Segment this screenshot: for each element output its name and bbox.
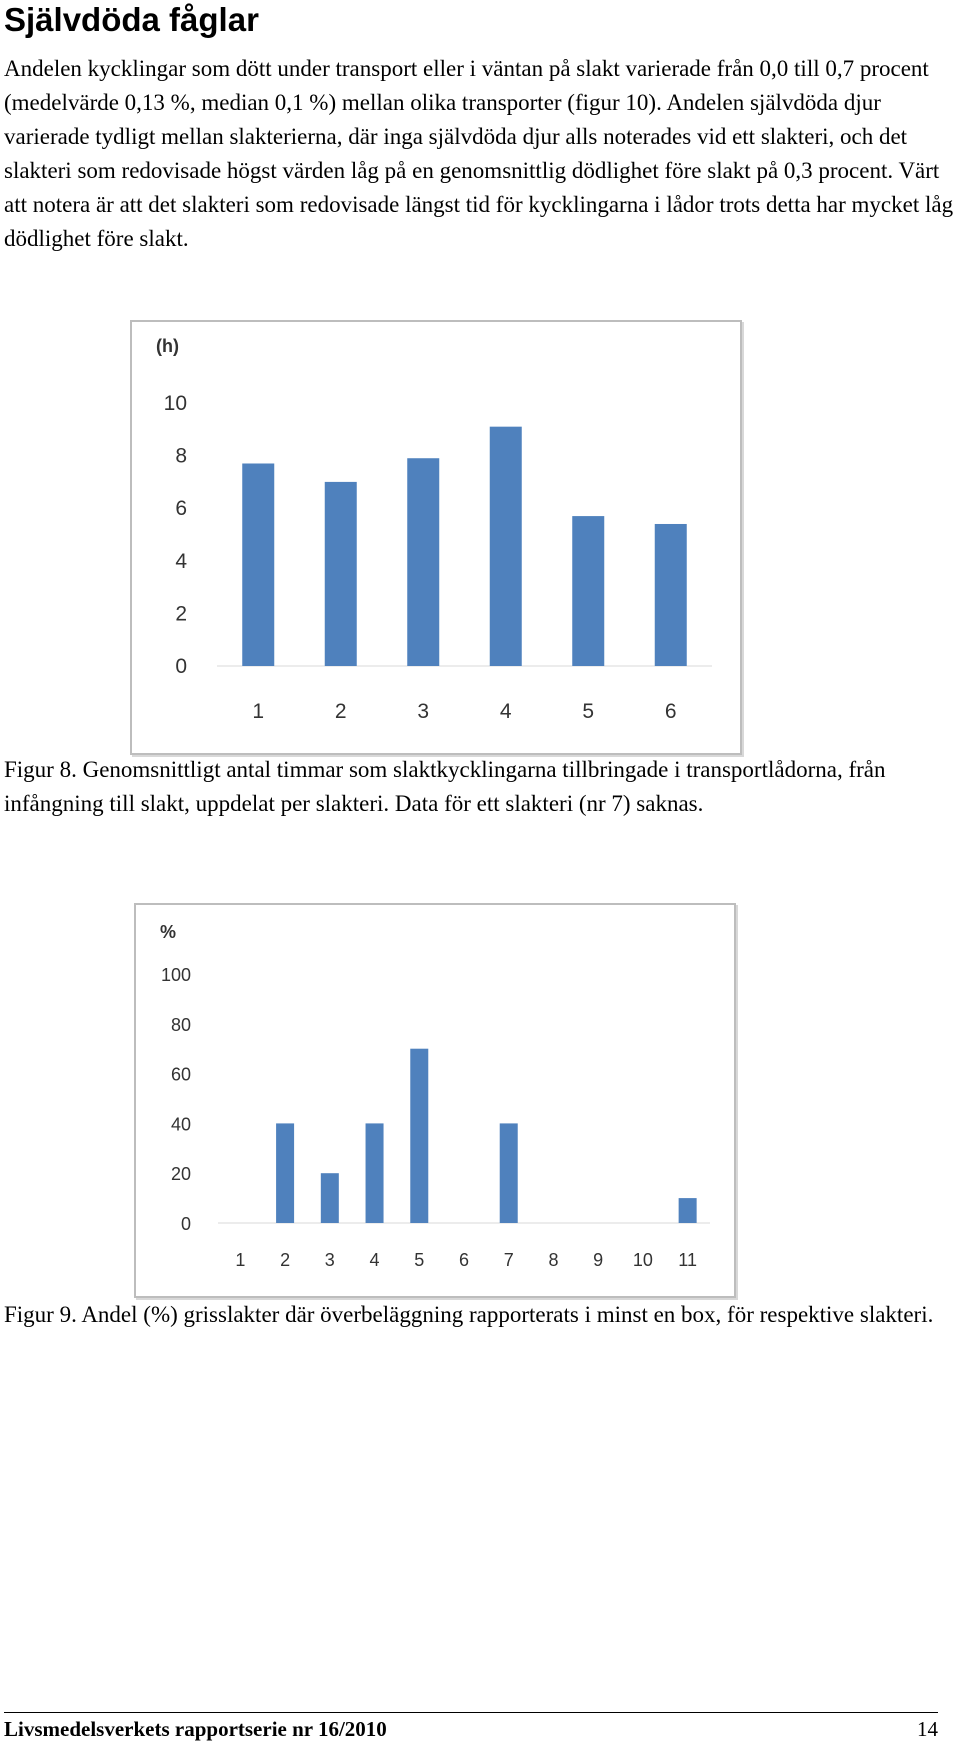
bar-7 — [500, 1123, 518, 1223]
bar-2 — [325, 482, 357, 666]
y-tick-label: 8 — [175, 444, 187, 468]
x-tick-label: 1 — [235, 1250, 246, 1270]
figure-9-chart — [134, 903, 736, 1298]
y-tick-label: 100 — [160, 965, 191, 985]
x-tick-label: 9 — [593, 1250, 604, 1270]
bar-2 — [276, 1123, 294, 1223]
x-tick-label: 5 — [582, 700, 595, 723]
x-tick-label: 3 — [324, 1250, 335, 1270]
bar-11 — [679, 1198, 697, 1223]
bar-4 — [490, 427, 522, 666]
bar-4 — [366, 1123, 384, 1223]
x-tick-label: 5 — [414, 1250, 425, 1270]
y-tick-label: 0 — [180, 1214, 191, 1234]
x-tick-label: 2 — [280, 1250, 291, 1270]
y-tick-label: 2 — [175, 602, 187, 626]
x-tick-label: 2 — [334, 700, 347, 723]
x-tick-label: 3 — [417, 700, 430, 723]
y-tick-label: 0 — [175, 655, 187, 678]
x-tick-label: 6 — [664, 700, 677, 723]
y-axis-label: % — [160, 922, 177, 942]
x-tick-label: 11 — [678, 1250, 697, 1270]
y-tick-label: 6 — [175, 497, 187, 521]
page-number: 14 — [917, 1717, 938, 1741]
bar-5 — [572, 516, 604, 666]
x-tick-label: 1 — [252, 700, 265, 723]
y-tick-label: 20 — [170, 1164, 191, 1185]
y-tick-label: 80 — [170, 1014, 191, 1035]
figure-9-svg — [136, 905, 734, 1296]
x-tick-label: 10 — [632, 1250, 653, 1270]
x-tick-label: 8 — [548, 1250, 559, 1270]
report-series: Livsmedelsverkets rapportserie nr 16/2010 — [4, 1717, 387, 1741]
figure-8-chart — [130, 320, 742, 755]
bar-6 — [655, 524, 687, 666]
bar-5 — [410, 1049, 428, 1223]
x-tick-label: 7 — [503, 1250, 514, 1270]
bar-1 — [242, 463, 274, 666]
bar-3 — [321, 1173, 339, 1223]
y-tick-label: 10 — [163, 392, 187, 415]
figure-8-caption: Figur 8. Genomsnittligt antal timmar som slaktkycklingarna tillbringade i transportlådorna, från infångning till slakt, uppdelat per slakteri. Data för ett slakteri (nr 7) saknas. — [4, 757, 886, 816]
x-tick-label: 4 — [499, 700, 512, 723]
body-paragraph: Andelen kycklingar som dött under transport eller i väntan på slakt varierade från 0,0 till 0,7 procent (medelvärde 0,13 %, median 0,1 %) mellan olika transporter (figur 10). Andelen självdöda djur varierade tydligt mellan slakterierna, där inga självdöda djur alls noterades vid ett slakteri, och det slakteri som redovisade högst värden låg på en genomsnittlig dödlighet före slakt på 0,3 procent. Värt att notera är att det slakteri som redovisade längst tid för kycklingarna i lådor trots detta har mycket låg dödlighet före slakt. — [4, 56, 954, 251]
footer-rule — [4, 1712, 938, 1713]
figure-8-svg — [132, 322, 740, 753]
y-tick-label: 4 — [175, 549, 187, 573]
figure-9-caption: Figur 9. Andel (%) grisslakter där överbeläggning rapporterats i minst en box, för respektive slakteri. — [4, 1302, 934, 1327]
x-tick-label: 6 — [458, 1250, 470, 1270]
x-tick-label: 4 — [369, 1250, 380, 1270]
section-heading: Självdöda fåglar — [4, 1, 259, 38]
y-tick-label: 60 — [170, 1064, 191, 1085]
y-tick-label: 40 — [170, 1114, 191, 1135]
y-axis-label: (h) — [156, 336, 179, 356]
bar-3 — [407, 458, 439, 666]
